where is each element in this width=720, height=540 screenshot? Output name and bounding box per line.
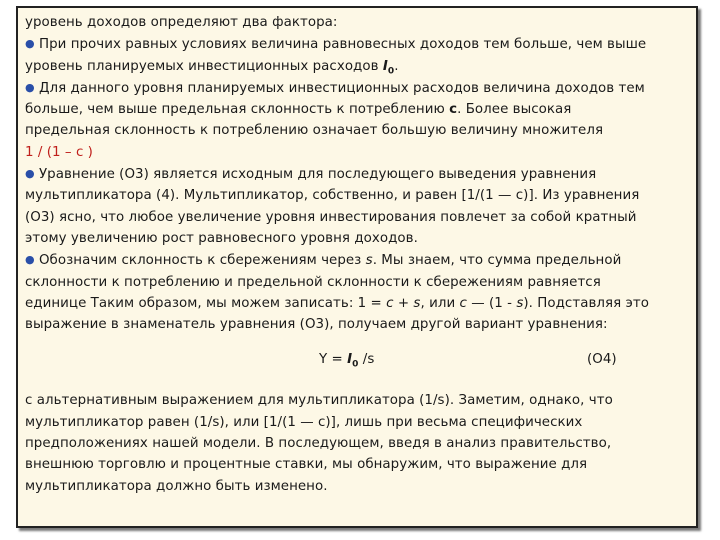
bullet-icon: ● [25, 167, 35, 181]
equation-rhs: /s [358, 352, 375, 368]
p1-var: I [382, 58, 388, 74]
multiplier-formula: 1 / (1 – с ) [25, 144, 93, 160]
p2-line2a: больше, чем выше предельная склонность к потреблению [25, 102, 450, 118]
equation-o4 [25, 343, 690, 385]
p5-line1: с альтернативным выражением для мультипликатора (1/s). Заметим, однако, что [25, 393, 613, 409]
intro-line: уровень доходов определяют два фактора: [25, 15, 338, 30]
p4-line3e: — (1 - [466, 295, 517, 311]
p3-line2: мультипликатора (4). Мультипликатор, собственно, и равен [1/(1 — с)]. Из уравнения [25, 188, 640, 204]
p2-line2b: . Более высокая [457, 102, 572, 118]
p3-line4: этому увеличению рост равновесного уровня доходов. [25, 230, 418, 246]
equation-lhs: Y = [319, 352, 348, 368]
p4-line3c: , или [420, 295, 460, 311]
p4-line1b: . Мы знаем, что сумма предельной [372, 253, 622, 269]
p2-line1: Для данного уровня планируемых инвестиционных расходов величина доходов тем [38, 80, 645, 96]
slide-page [16, 6, 698, 528]
p4-line2: склонности к потреблению и предельной склонности к сбережениям равняется [25, 274, 601, 290]
p1-line1: При прочих равных условиях величина равновесных доходов тем больше, чем выше [38, 37, 647, 53]
paragraph-1 [25, 33, 690, 77]
paragraph-4 [25, 249, 690, 335]
p2-var: с [449, 102, 458, 118]
p1-sub: 0 [387, 66, 395, 77]
p5-line4: внешнюю торговлю и процентные ставки, мы обнаружим, что выражение для [25, 457, 588, 473]
paragraph-2 [25, 77, 690, 163]
p1-end: . [394, 58, 399, 74]
p2-line3: предельная склонность к потреблению означает большую величину множителя [25, 123, 604, 139]
bullet-icon: ● [25, 80, 35, 94]
paragraph-3 [25, 163, 690, 249]
equation-number: (О4) [587, 352, 617, 368]
equation-sub: 0 [352, 360, 359, 371]
p4-var-s: s [365, 253, 373, 269]
p4-line1a: Обозначим склонность к сбережениям через [38, 253, 366, 269]
paragraph-5 [25, 390, 690, 496]
p4-line3b: с + s [386, 295, 421, 311]
p5-line3: предположениях нашей модели. В последующем, введя в анализ правительство, [25, 436, 612, 452]
equation-formula [319, 349, 374, 370]
bullet-icon: ● [25, 37, 35, 51]
p1-line2: уровень планируемых инвестиционных расходов [25, 58, 383, 74]
p4-line3d: с [459, 295, 467, 311]
p4-line3f: s [516, 295, 524, 311]
p3-line3: (О3) ясно, что любое увеличение уровня инвестирования повлечет за собой кратный [25, 209, 637, 225]
p4-line4: выражение в знаменатель уравнения (О3), получаем другой вариант уравнения: [25, 317, 608, 333]
p3-line1: Уравнение (О3) является исходным для последующего выведения уравнения [38, 167, 597, 183]
p4-line3g: ). Подставляя это [523, 295, 650, 311]
p5-line5: мультипликатора должно быть изменено. [25, 478, 328, 494]
equation-var: I [347, 352, 353, 368]
bullet-icon: ● [25, 253, 35, 267]
p4-line3a: единице Таким образом, мы можем записать: 1 = [25, 295, 387, 311]
p5-line2: мультипликатор равен (1/s), или [1/(1 — с)], лишь при весьма специфических [25, 414, 583, 430]
